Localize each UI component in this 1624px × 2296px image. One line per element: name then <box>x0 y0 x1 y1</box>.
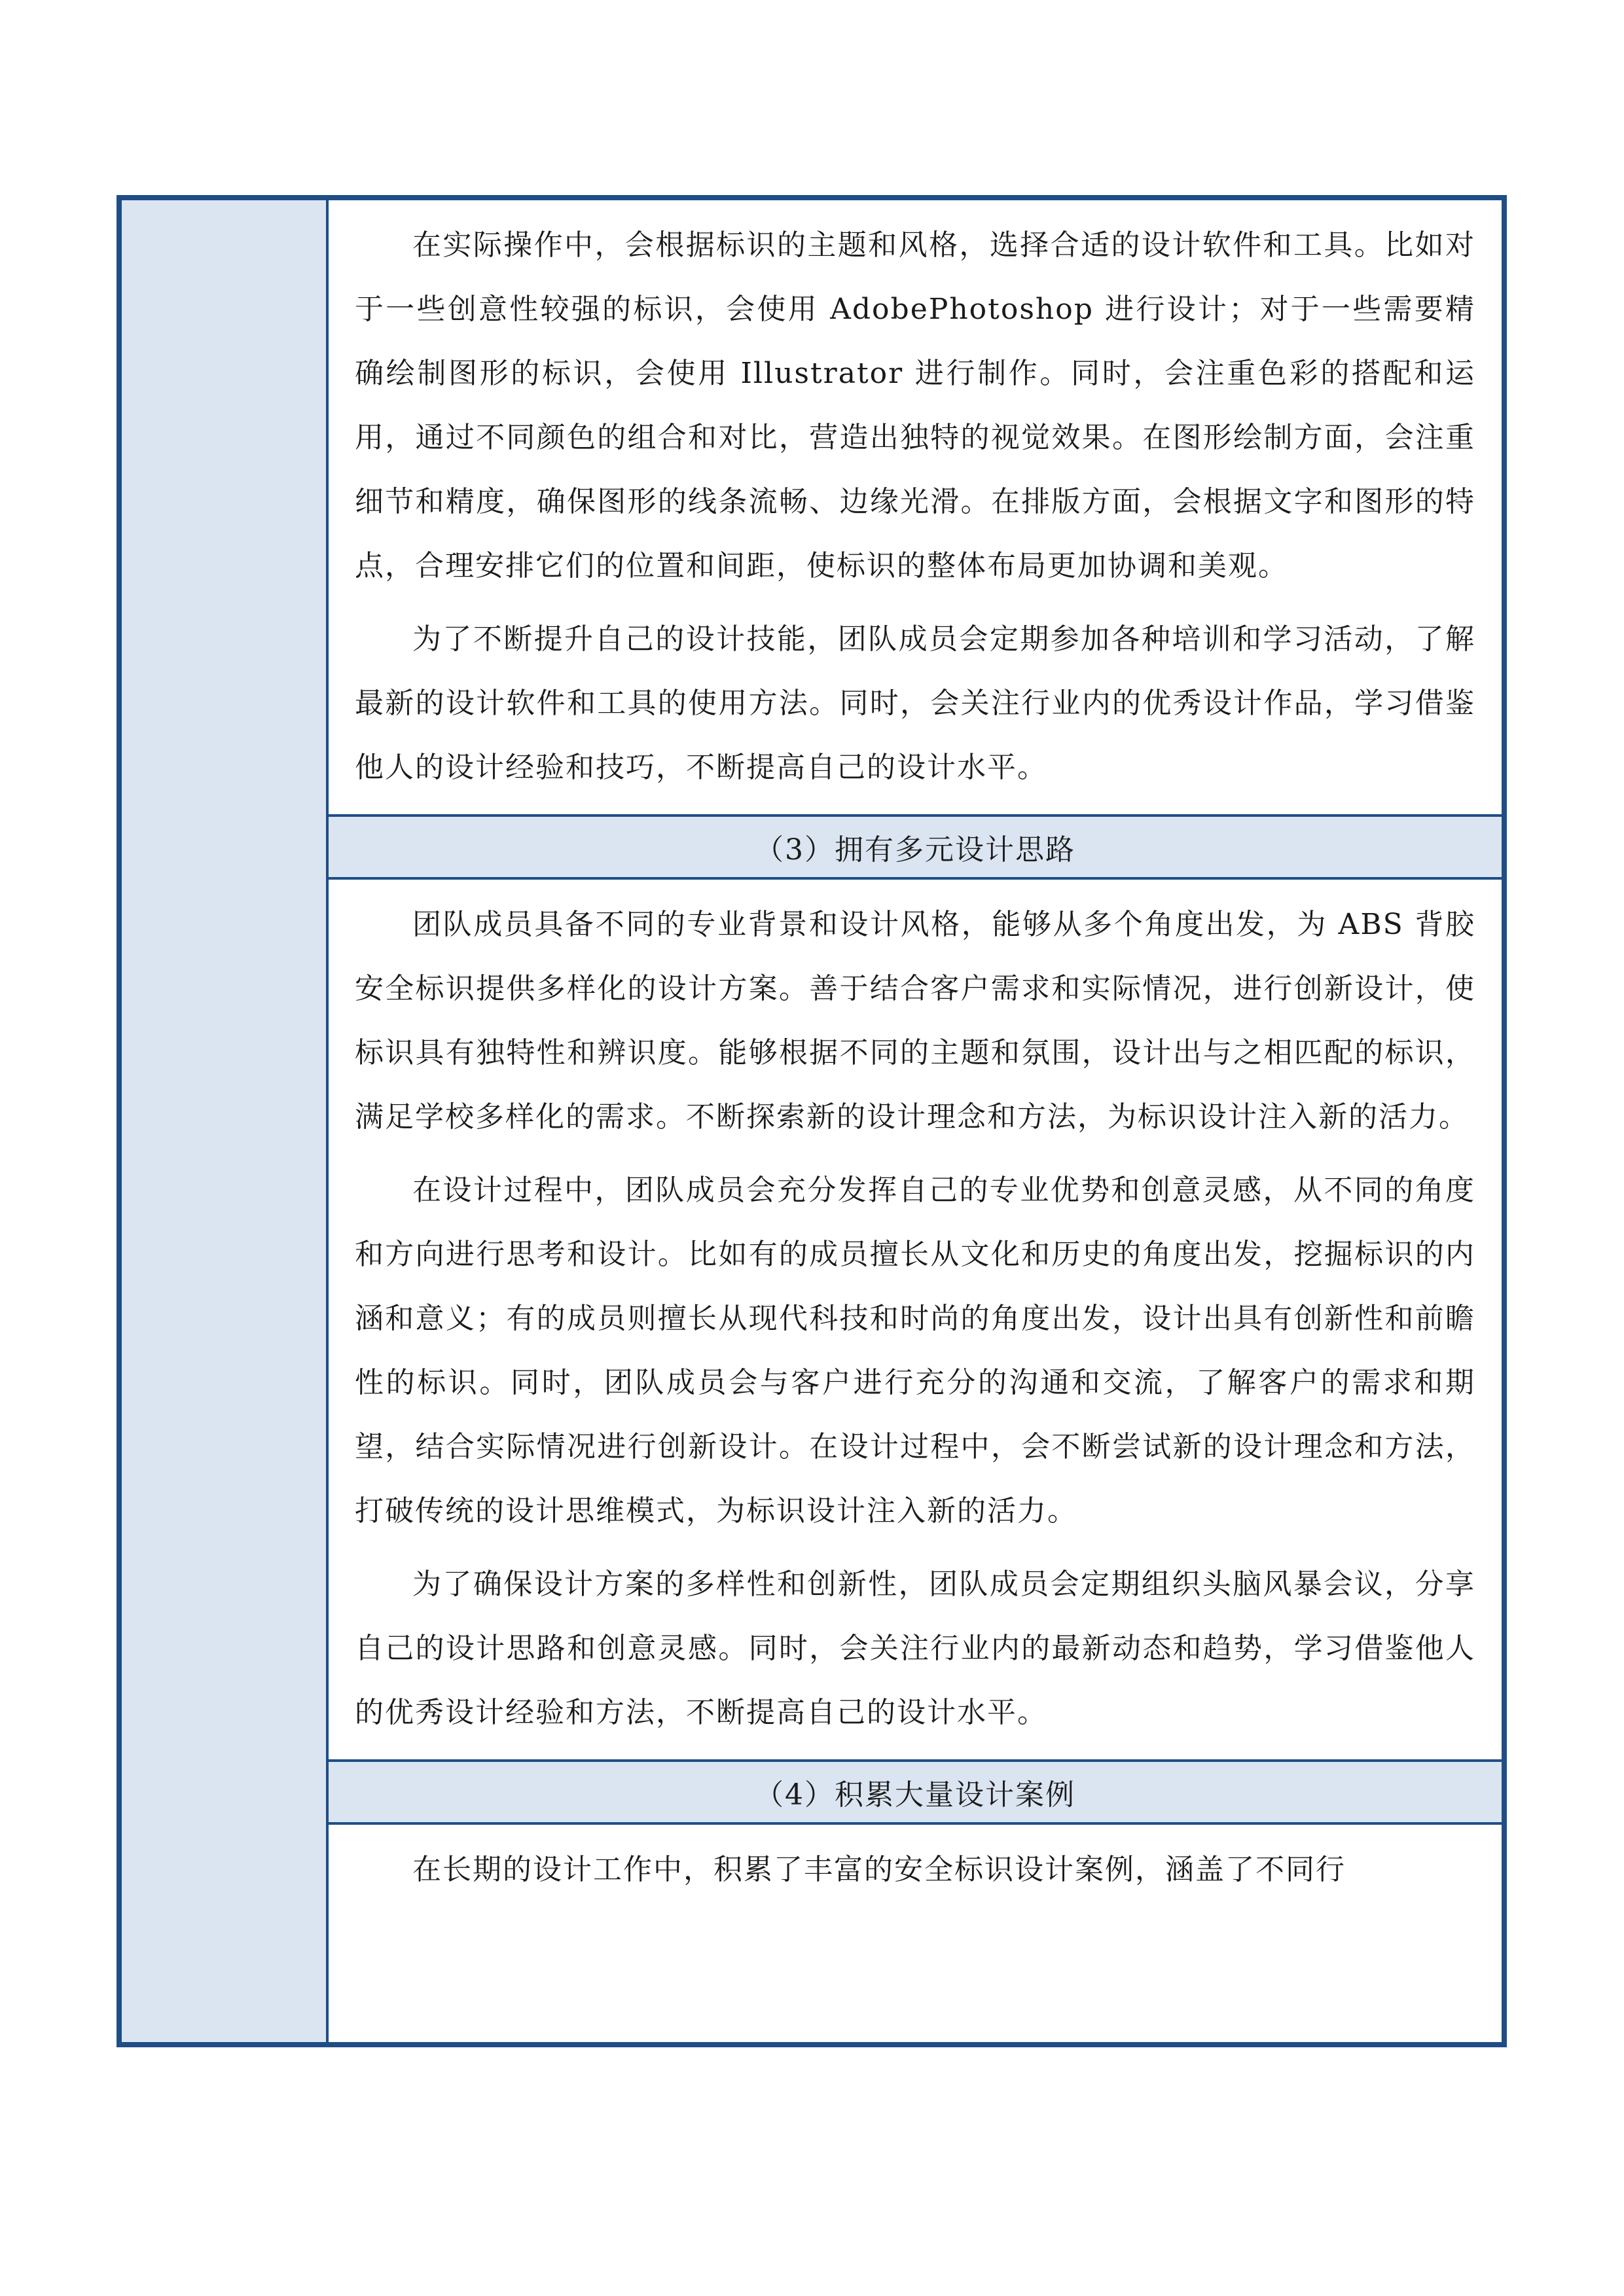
section-heading: （4）积累大量设计案例 <box>329 1759 1502 1825</box>
paragraph: 在设计过程中，团队成员会充分发挥自己的专业优势和创意灵感，从不同的角度和方向进行思考和设计。比如有的成员擅长从文化和历史的角度出发，挖掘标识的内涵和意义；有的成员则擅长从现代科技和时尚的角度出发，设计出具有创新性和前瞻性的标识。同时，团队成员会与客户进行充分的沟通和交流，了解客户的需求和期望，结合实际情况进行创新设计。在设计过程中，会不断尝试新的设计理念和方法，打破传统的设计思维模式，为标识设计注入新的活力。 <box>355 1174 1475 1528</box>
paragraph: 在长期的设计工作中，积累了丰富的安全标识设计案例，涵盖了不同行 <box>412 1853 1346 1886</box>
section-design-skills-continued <box>329 200 1502 814</box>
paragraph: 在实际操作中，会根据标识的主题和风格，选择合适的设计软件和工具。比如对于一些创意性较强的标识，会使用 AdobePhotoshop 进行设计；对于一些需要精确绘制图形的标识，会使用 Illustrator 进行制作。同时，会注重色彩的搭配和运用，通过不同颜色的组合和对比，营造出独特的视觉效果。在图形绘制方面，会注重细节和精度，确保图形的线条流畅、边缘光滑。在排版方面，会根据文字和图形的特点，合理安排它们的位置和间距，使标识的整体布局更加协调和美观。 <box>355 228 1475 583</box>
section-heading: （3）拥有多元设计思路 <box>329 814 1502 880</box>
right-content-column <box>329 200 1502 2042</box>
content-table <box>117 195 1507 2047</box>
paragraph: 为了确保设计方案的多样性和创新性，团队成员会定期组织头脑风暴会议，分享自己的设计思路和创意灵感。同时，会关注行业内的最新动态和趋势，学习借鉴他人的优秀设计经验和方法，不断提高自己的设计水平。 <box>355 1568 1475 1729</box>
left-label-column <box>122 200 329 2042</box>
paragraph: 团队成员具备不同的专业背景和设计风格，能够从多个角度出发，为 ABS 背胶安全标识提供多样化的设计方案。善于结合客户需求和实际情况，进行创新设计，使标识具有独特性和辨识度。能够根据不同的主题和氛围，设计出与之相匹配的标识，满足学校多样化的需求。不断探索新的设计理念和方法，为标识设计注入新的活力。 <box>355 908 1475 1134</box>
section-diverse-design-ideas <box>329 880 1502 1759</box>
paragraph: 为了不断提升自己的设计技能，团队成员会定期参加各种培训和学习活动，了解最新的设计软件和工具的使用方法。同时，会关注行业内的优秀设计作品，学习借鉴他人的设计经验和技巧，不断提高自己的设计水平。 <box>355 622 1475 784</box>
section-design-cases <box>329 1825 1502 2042</box>
